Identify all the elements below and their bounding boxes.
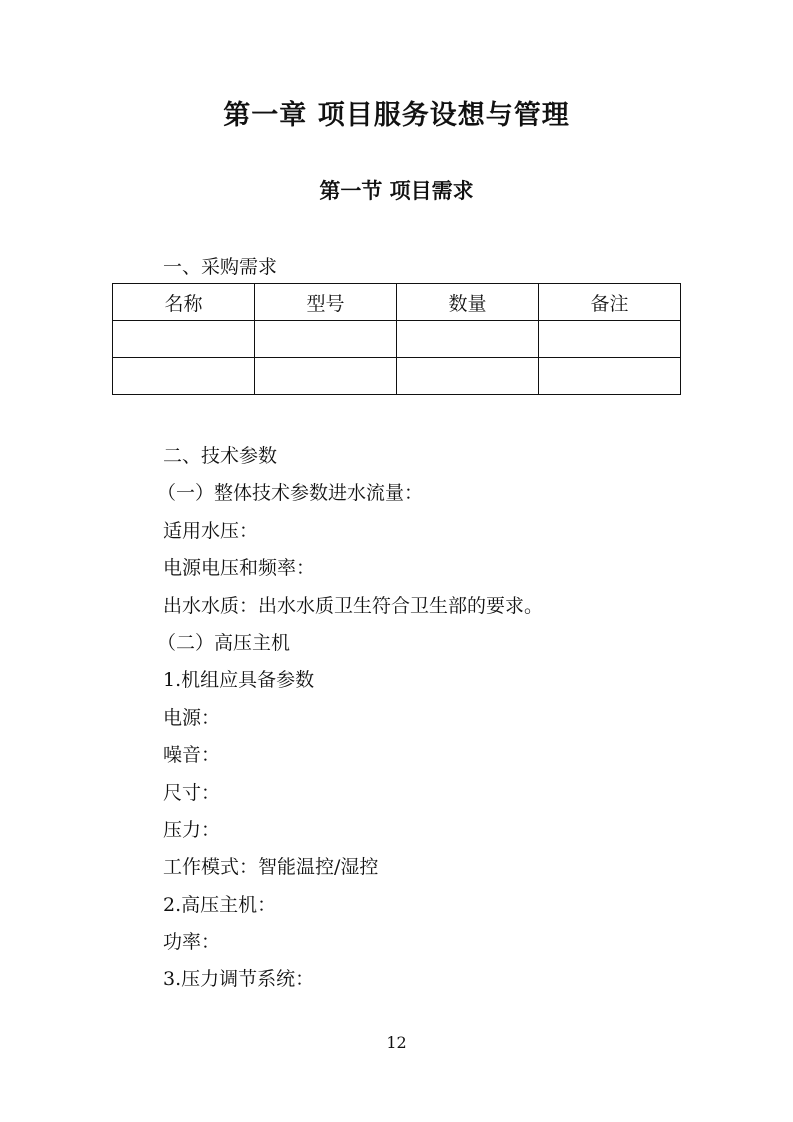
section-title: 第一节 项目需求 [319,178,474,203]
paragraph-line: （一）整体技术参数进水流量： [157,482,424,505]
technical-section [157,438,723,999]
paragraph-line: 2.高压主机： [163,893,277,916]
table-cell [539,321,681,358]
table-header-row [113,284,681,321]
table-cell [539,358,681,395]
table-row [113,321,681,358]
table-cell [113,358,255,395]
table-cell [397,321,539,358]
paragraph-line: 功率： [163,931,221,954]
paragraph-line: 电源电压和频率： [163,557,316,580]
paragraph-line: 噪音： [163,744,221,767]
table-header-cell: 数量 [397,284,539,321]
paragraph-line: 电源： [163,706,221,729]
paragraph-line: 压力： [163,818,221,841]
table-header-cell: 名称 [113,284,255,321]
paragraph-line: 适用水压： [163,519,259,542]
table-cell [255,358,397,395]
table-header-cell: 型号 [255,284,397,321]
table-cell [113,321,255,358]
paragraph-line: 尺寸： [163,781,221,804]
table-header-cell: 备注 [539,284,681,321]
procurement-heading: 一、采购需求 [163,256,278,278]
page-number: 12 [386,1033,407,1052]
table-cell [255,321,397,358]
paragraph-line: 工作模式：智能温控/湿控 [163,856,379,879]
paragraph-line: 1.机组应具备参数 [163,669,315,692]
table-cell [397,358,539,395]
technical-heading: 二、技术参数 [163,445,278,467]
chapter-title: 第一章 项目服务设想与管理 [223,100,570,131]
procurement-table [112,283,681,395]
paragraph-line: （二）高压主机 [157,631,291,654]
paragraph-line: 3.压力调节系统： [163,968,315,991]
table-row [113,358,681,395]
paragraph-line: 出水水质：出水水质卫生符合卫生部的要求。 [163,594,544,617]
